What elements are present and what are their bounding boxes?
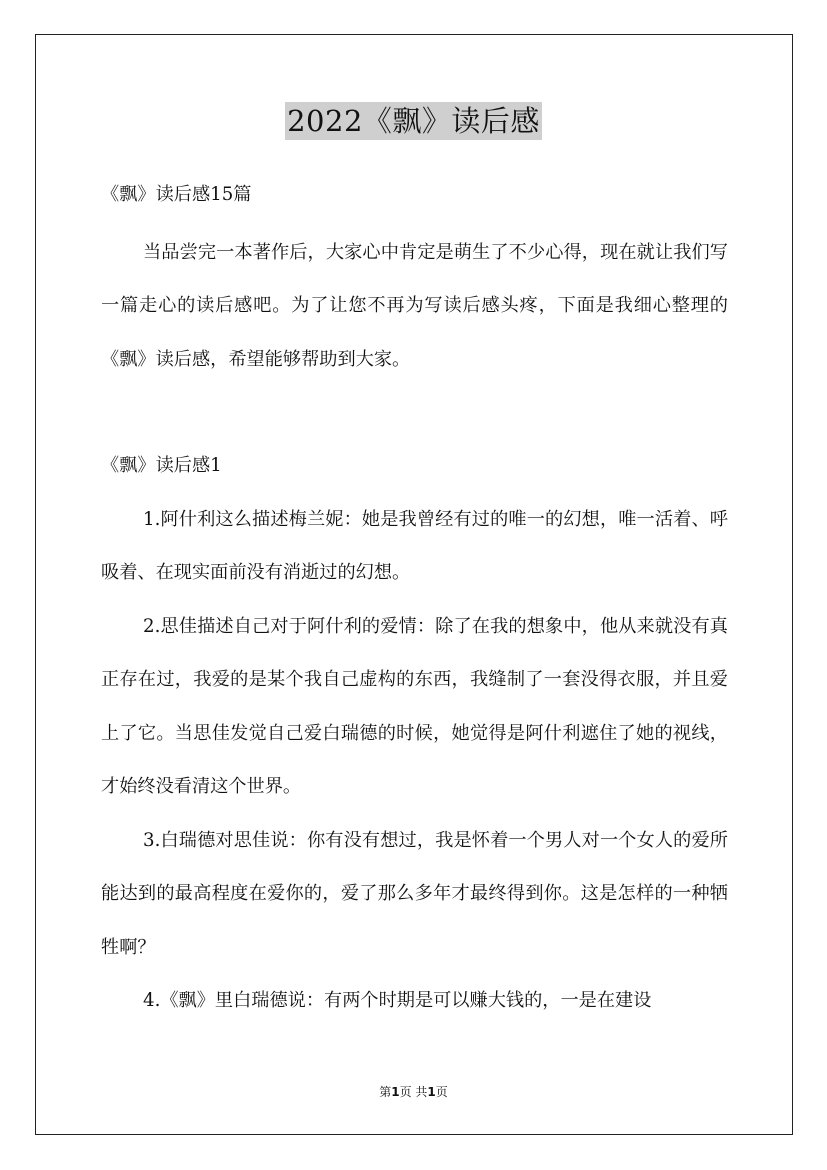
body-paragraph-2: 2.思佳描述自己对于阿什利的爱情：除了在我的想象中，他从来就没有真正存在过，我爱的是某个我自己虚构的东西，我缝制了一套没得衣服，并且爱上了它。当思佳发觉自己爱白瑞德的时候，她觉得是阿什利遮住了她的视线，才始终没看清这个世界。 — [101, 615, 728, 797]
page-mid: 页 共 — [399, 1085, 428, 1099]
body-paragraph-3: 3.白瑞德对思佳说：你有没有想过，我是怀着一个男人对一个女人的爱所能达到的最高程度在爱你的，爱了那么多年才最终得到你。这是怎样的一种牺牲啊？ — [101, 829, 728, 958]
document-subtitle: 《飘》读后感15篇 — [101, 184, 252, 205]
page-suffix: 页 — [435, 1085, 448, 1099]
document-body — [101, 168, 728, 1028]
document-title: 2022《飘》读后感 — [287, 104, 540, 138]
spacer — [101, 386, 728, 439]
body-paragraph-1: 1.阿什利这么描述梅兰妮：她是我曾经有过的唯一的幻想，唯一活着、呼吸着、在现实面前没有消逝过的幻想。 — [101, 508, 728, 583]
page-total: 1 — [427, 1085, 436, 1099]
intro-paragraph: 当品尝完一本著作后，大家心中肯定是萌生了不少心得，现在就让我们写一篇走心的读后感吧。为了让您不再为写读后感头疼，下面是我细心整理的《飘》读后感，希望能够帮助到大家。 — [101, 241, 728, 370]
page-footer — [0, 1083, 827, 1100]
title-container — [0, 102, 827, 140]
section-heading: 《飘》读后感1 — [101, 455, 222, 476]
body-paragraph-4: 4.《飘》里白瑞德说：有两个时期是可以赚大钱的，一是在建设 — [143, 990, 652, 1011]
page-prefix: 第 — [379, 1085, 392, 1099]
page-current: 1 — [391, 1085, 400, 1099]
